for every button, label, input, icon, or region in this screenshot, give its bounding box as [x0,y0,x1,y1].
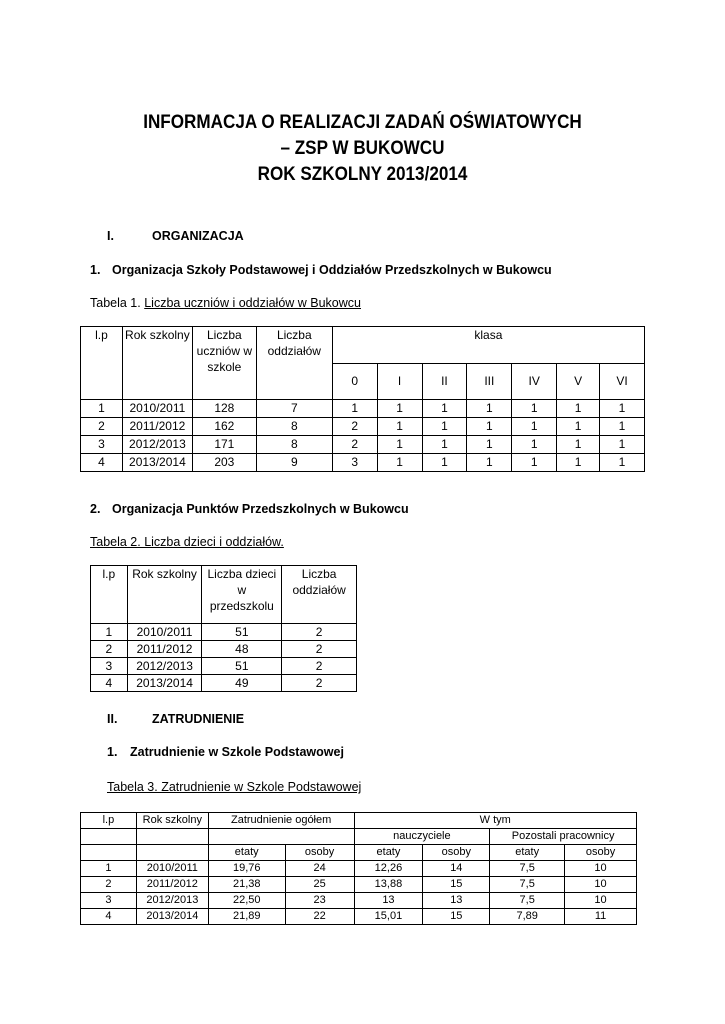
table2 [90,565,357,692]
table1-class-III: III [467,363,512,400]
table-cell: 1 [512,454,557,472]
section2-heading: ZATRUDNIENIE [152,712,245,726]
table3-empty-cell [208,829,354,845]
table-row [81,454,645,472]
table3-header-osoby: osoby [285,845,354,861]
table-cell: 2011/2012 [122,418,192,436]
table-cell: 2011/2012 [136,877,208,893]
table3-empty-cell [81,845,137,861]
table-cell: 8 [256,436,332,454]
table-cell: 48 [202,641,282,658]
table3-header-osoby: osoby [565,845,637,861]
table-cell: 21,89 [208,909,285,925]
table-row [81,436,645,454]
table-cell: 3 [332,454,377,472]
sub3-heading: Zatrudnienie w Szkole Podstawowej [130,745,344,759]
table1-header-year: Rok szkolny [122,327,192,400]
table-row [91,624,357,641]
table-cell: 2013/2014 [122,454,192,472]
table-row [91,658,357,675]
table-cell: 203 [192,454,256,472]
table-row [91,641,357,658]
table-cell: 3 [91,658,128,675]
table3-empty-cell [81,829,137,845]
sub2-number: 2. [90,502,101,516]
table1-header-klasa: klasa [332,327,644,364]
table3-empty-cell [136,845,208,861]
table2-header-year: Rok szkolny [127,566,202,624]
table3-header-etaty: etaty [490,845,565,861]
table2-caption-text: Tabela 2. Liczba dzieci i oddziałów. [90,535,284,549]
table-cell: 51 [202,658,282,675]
table3-header-wtym: W tym [354,813,636,829]
table3-header-teachers: nauczyciele [354,829,490,845]
table-cell: 128 [192,400,256,418]
table-cell: 1 [422,436,467,454]
sub2-heading: Organizacja Punktów Przedszkolnych w Bukowcu [112,502,409,516]
table2-header-lp: l.p [91,566,128,624]
table-cell: 4 [81,454,123,472]
table-cell: 22,50 [208,893,285,909]
table-cell: 1 [467,436,512,454]
table1-caption [90,296,361,310]
table1-body [81,400,645,472]
table-cell: 8 [256,418,332,436]
table-cell: 1 [377,454,422,472]
table3-header-year: Rok szkolny [136,813,208,829]
table-cell: 1 [467,418,512,436]
document-title-line2: – ZSP W BUKOWCU [280,138,445,159]
table-cell: 15 [423,909,490,925]
table-row [81,400,645,418]
table-cell: 11 [565,909,637,925]
table-cell: 19,76 [208,861,285,877]
table-cell: 10 [565,893,637,909]
table-cell: 1 [377,400,422,418]
table-cell: 12,26 [354,861,423,877]
table-cell: 1 [600,400,645,418]
table-cell: 2010/2011 [136,861,208,877]
section2-number: II. [107,712,118,726]
table-cell: 1 [467,454,512,472]
table-cell: 9 [256,454,332,472]
table-cell: 7,5 [490,893,565,909]
table1-class-0: 0 [332,363,377,400]
table2-body [91,624,357,692]
table2-header-units: Liczba oddziałów [282,566,357,624]
table3-body [81,861,637,925]
table-cell: 13 [423,893,490,909]
table-cell: 1 [512,400,557,418]
table-cell: 21,38 [208,877,285,893]
table-cell: 2 [81,418,123,436]
table3-caption-text: Tabela 3. Zatrudnienie w Szkole Podstawowej [107,780,362,794]
table-cell: 1 [557,418,600,436]
table-cell: 2 [332,436,377,454]
table-cell: 2 [81,877,137,893]
table-cell: 13,88 [354,877,423,893]
table3 [80,812,637,925]
table-cell: 23 [285,893,354,909]
table-cell: 1 [557,454,600,472]
table-row [91,675,357,692]
table-cell: 25 [285,877,354,893]
table1 [80,326,645,472]
table-cell: 1 [422,418,467,436]
sub1-heading: Organizacja Szkoły Podstawowej i Oddziałów Przedszkolnych w Bukowcu [112,263,552,277]
table-cell: 1 [600,436,645,454]
table3-header-osoby: osoby [423,845,490,861]
table-cell: 2013/2014 [136,909,208,925]
table-cell: 2 [282,675,357,692]
table-cell: 10 [565,877,637,893]
table-cell: 2011/2012 [127,641,202,658]
table-row [81,893,637,909]
table1-class-II: II [422,363,467,400]
table-cell: 24 [285,861,354,877]
table-cell: 2 [282,658,357,675]
table-cell: 2012/2013 [122,436,192,454]
section1-heading: ORGANIZACJA [152,229,244,243]
table-row [81,418,645,436]
table3-header-other-staff: Pozostali pracownicy [490,829,637,845]
table-cell: 15,01 [354,909,423,925]
table-cell: 2010/2011 [122,400,192,418]
table1-class-V: V [557,363,600,400]
table3-header-lp: l.p [81,813,137,829]
table-row [81,861,637,877]
table-cell: 7,5 [490,861,565,877]
table1-caption-prefix: Tabela 1. [90,296,145,310]
table-cell: 13 [354,893,423,909]
table-cell: 1 [81,400,123,418]
table1-class-VI: VI [600,363,645,400]
table3-caption [107,780,361,794]
table-cell: 1 [422,454,467,472]
table1-header-students: Liczba uczniów w szkole [192,327,256,400]
table-cell: 7 [256,400,332,418]
table3-header-etaty: etaty [208,845,285,861]
table-cell: 2010/2011 [127,624,202,641]
document-title-line1: INFORMACJA O REALIZACJI ZADAŃ OŚWIATOWYCH [143,112,582,133]
table-cell: 171 [192,436,256,454]
table1-class-I: I [377,363,422,400]
table-cell: 162 [192,418,256,436]
table-cell: 3 [81,436,123,454]
table-cell: 22 [285,909,354,925]
table-cell: 7,5 [490,877,565,893]
sub3-number: 1. [107,745,118,759]
table-cell: 1 [600,418,645,436]
table-cell: 1 [91,624,128,641]
table2-caption [90,535,284,549]
section1-number: I. [107,229,114,243]
table3-header-etaty: etaty [354,845,423,861]
table-cell: 1 [467,400,512,418]
table-cell: 2 [91,641,128,658]
table-cell: 4 [91,675,128,692]
table-cell: 4 [81,909,137,925]
table-cell: 1 [422,400,467,418]
table-cell: 1 [512,436,557,454]
table-cell: 14 [423,861,490,877]
table-cell: 2012/2013 [127,658,202,675]
table-cell: 2 [282,641,357,658]
table-cell: 49 [202,675,282,692]
table-cell: 7,89 [490,909,565,925]
table-cell: 1 [557,436,600,454]
table-cell: 2013/2014 [127,675,202,692]
table-cell: 3 [81,893,137,909]
table-cell: 2 [332,418,377,436]
table-row [81,909,637,925]
sub1-number: 1. [90,263,101,277]
table-cell: 1 [512,418,557,436]
table2-header-children: Liczba dzieci w przedszkolu [202,566,282,624]
table-cell: 1 [600,454,645,472]
table-cell: 2012/2013 [136,893,208,909]
table-cell: 1 [81,861,137,877]
table-cell: 1 [377,436,422,454]
table1-header-units: Liczba oddziałów [256,327,332,400]
table-cell: 1 [557,400,600,418]
table-cell: 51 [202,624,282,641]
table-row [81,877,637,893]
table1-caption-text: Liczba uczniów i oddziałów w Bukowcu [144,296,361,310]
table-cell: 15 [423,877,490,893]
table1-class-IV: IV [512,363,557,400]
table-cell: 2 [282,624,357,641]
document-title-line3: ROK SZKOLNY 2013/2014 [257,164,468,185]
table3-empty-cell [136,829,208,845]
table-cell: 1 [332,400,377,418]
table-cell: 10 [565,861,637,877]
table3-header-total: Zatrudnienie ogółem [208,813,354,829]
table1-header-lp: l.p [81,327,123,400]
table-cell: 1 [377,418,422,436]
